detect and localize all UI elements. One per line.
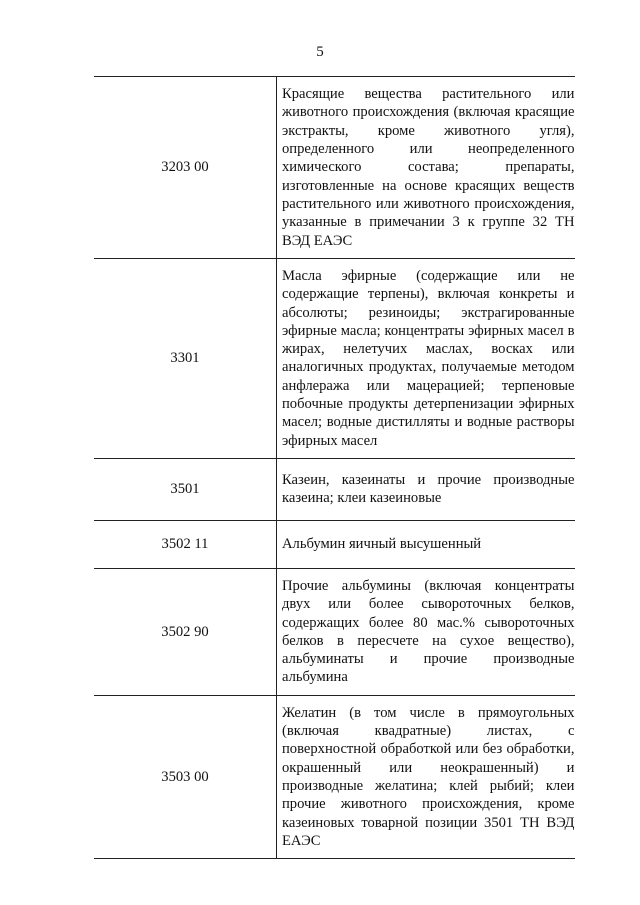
tariff-code: 3301 <box>94 259 277 459</box>
tariff-code: 3503 00 <box>94 695 277 858</box>
tariff-codes-table <box>94 76 575 859</box>
table-row <box>94 259 575 459</box>
goods-description: Красящие вещества растительного или животного происхождения (включая красящие экстракты, кроме животного угля), определенного или неопределенного химического состава; препараты, изготовленные на основе красящих веществ растительного или животного происхождения, указанные в примечании 3 к группе 32 ТН ВЭД ЕАЭС <box>277 77 575 259</box>
tariff-code: 3501 <box>94 458 277 520</box>
goods-description: Казеин, казеинаты и прочие производные казеина; клеи казеиновые <box>277 458 575 520</box>
tariff-code: 3203 00 <box>94 77 277 259</box>
tariff-code: 3502 90 <box>94 568 277 695</box>
goods-description: Прочие альбумины (включая концентраты двух или более сывороточных белков, содержащих более 80 мас.% сывороточных белков в пересчете на сухое вещество), альбуминаты и прочие производные альбумина <box>277 568 575 695</box>
table-row <box>94 695 575 858</box>
table-row <box>94 77 575 259</box>
tariff-code: 3502 11 <box>94 520 277 568</box>
table-row <box>94 568 575 695</box>
goods-description: Желатин (в том числе в прямоугольных (включая квадратные) листах, с поверхностной обработкой или без обработки, окрашенный или неокрашенный) и производные желатина; клей рыбий; клеи прочие животного происхождения, кроме казеиновых товарной позиции 3501 ТН ВЭД ЕАЭС <box>277 695 575 858</box>
page-number: 5 <box>316 44 324 60</box>
goods-description: Масла эфирные (содержащие или не содержащие терпены), включая конкреты и абсолюты; резиноиды; экстрагированные эфирные масла; концентраты эфирных масел в жирах, нелетучих маслах, восках или аналогичных продуктах, получаемые методом анфлеража или мацерацией; терпеновые побочные продукты детерпенизации эфирных масел; водные дистилляты и водные растворы эфирных масел <box>277 259 575 459</box>
table-row <box>94 458 575 520</box>
goods-description: Альбумин яичный высушенный <box>277 520 575 568</box>
table-row <box>94 520 575 568</box>
